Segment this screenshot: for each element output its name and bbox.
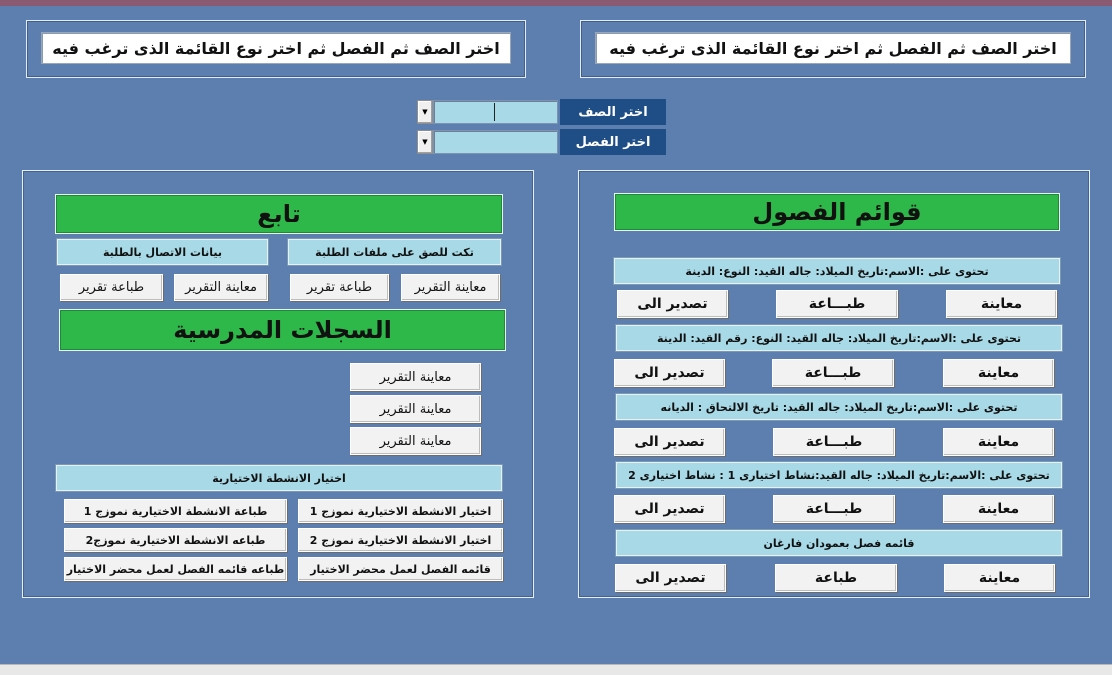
list-export-button-3[interactable]: تصدير الى [614, 428, 725, 456]
records-preview-button-3[interactable]: معاينة التقرير [350, 427, 481, 455]
list-info-label-3: تحتوى على :الاسم:تاريخ الميلاد: جاله القيد: تاريخ الالتحاق : الديانه [616, 394, 1062, 420]
list-export-button-1[interactable]: تصدير الى [617, 290, 728, 318]
list-print-button-4[interactable]: طبـــاعة [773, 495, 895, 523]
select-electives-form2-button[interactable]: اختيار الانشطة الاختيارية نموزج 2 [298, 528, 503, 552]
stickers-preview-button[interactable]: معاينة التقرير [401, 274, 500, 301]
list-print-button-3[interactable]: طبـــاعة [773, 428, 895, 456]
class-select[interactable] [433, 130, 558, 154]
list-preview-button-4[interactable]: معاينة [943, 495, 1054, 523]
records-preview-button-1[interactable]: معاينة التقرير [350, 363, 481, 391]
dropdown-arrow-icon: ▼ [422, 138, 428, 146]
select-electives-form1-button[interactable]: اختيار الانشطة الاختيارية نموزج 1 [298, 499, 503, 523]
followup-title: تابع [55, 194, 503, 234]
window-top-strip [0, 0, 1112, 6]
list-print-button-1[interactable]: طبـــاعة [776, 290, 898, 318]
stickers-print-button[interactable]: طباعة تقرير [290, 274, 389, 301]
print-electives-form2-button[interactable]: طباعه الانشطة الاختيارية نموزج2 [64, 528, 287, 552]
list-preview-button-1[interactable]: معاينة [946, 290, 1057, 318]
list-print-button-2[interactable]: طبـــاعة [772, 359, 894, 387]
left-instruction-box [26, 20, 526, 78]
list-info-label-1: تحتوى على :الاسم:تاريخ الميلاد: جاله القيد: النوع: الدينة [614, 258, 1060, 284]
contact-data-label: بيانات الاتصال بالطلبة [57, 239, 268, 265]
list-info-label-4: تحتوى على :الاسم:تاريخ الميلاد: جاله القيد:نشاط اختيارى 1 : نشاط اختيارى 2 [616, 462, 1062, 488]
electives-label: اختيار الانشطة الاختيارية [56, 465, 502, 491]
grade-label: اختر الصف [560, 99, 666, 125]
print-electives-form1-button[interactable]: طباعة الانشطة الاختيارية نموزج 1 [64, 499, 287, 523]
grade-select[interactable] [433, 100, 558, 124]
list-print-button-5[interactable]: طباعة [775, 564, 897, 592]
class-dropdown-button[interactable] [417, 130, 433, 154]
list-export-button-4[interactable]: تصدير الى [614, 495, 725, 523]
class-label: اختر الفصل [560, 129, 666, 155]
list-preview-button-2[interactable]: معاينة [943, 359, 1054, 387]
status-bar [0, 664, 1112, 675]
right-instruction-text: اختر الصف ثم الفصل ثم اختر نوع القائمة الذى ترغب فيه [595, 32, 1071, 64]
dropdown-arrow-icon: ▼ [422, 108, 428, 116]
contact-preview-button[interactable]: معاينة التقرير [174, 274, 268, 301]
list-preview-button-3[interactable]: معاينة [943, 428, 1054, 456]
left-instruction-text: اختر الصف ثم الفصل ثم اختر نوع القائمة الذى ترغب فيه [41, 32, 511, 64]
exam-class-list-button[interactable]: قائمه الفصل لعمل محضر الاختيار [298, 557, 503, 581]
list-preview-button-5[interactable]: معاينة [944, 564, 1055, 592]
print-exam-class-list-button[interactable]: طباعه قائمه الفصل لعمل محضر الاختيار [64, 557, 287, 581]
grade-dropdown-button[interactable] [417, 100, 433, 124]
stickers-label: تكت للصق على ملفات الطلبة [288, 239, 501, 265]
list-info-label-2: تحتوى على :الاسم:تاريخ الميلاد: جاله القيد: النوع: رقم القيد: الدينة [616, 325, 1062, 351]
contact-print-button[interactable]: طباعة تقرير [60, 274, 163, 301]
text-cursor [494, 103, 495, 121]
list-info-label-5: قائمه فصل بعمودان فارغان [616, 530, 1062, 556]
class-lists-title: قوائم الفصول [614, 193, 1060, 231]
right-instruction-box [580, 20, 1086, 78]
list-export-button-5[interactable]: تصدير الى [615, 564, 726, 592]
records-preview-button-2[interactable]: معاينة التقرير [350, 395, 481, 423]
list-export-button-2[interactable]: تصدير الى [614, 359, 725, 387]
school-records-title: السجلات المدرسية [59, 309, 506, 351]
